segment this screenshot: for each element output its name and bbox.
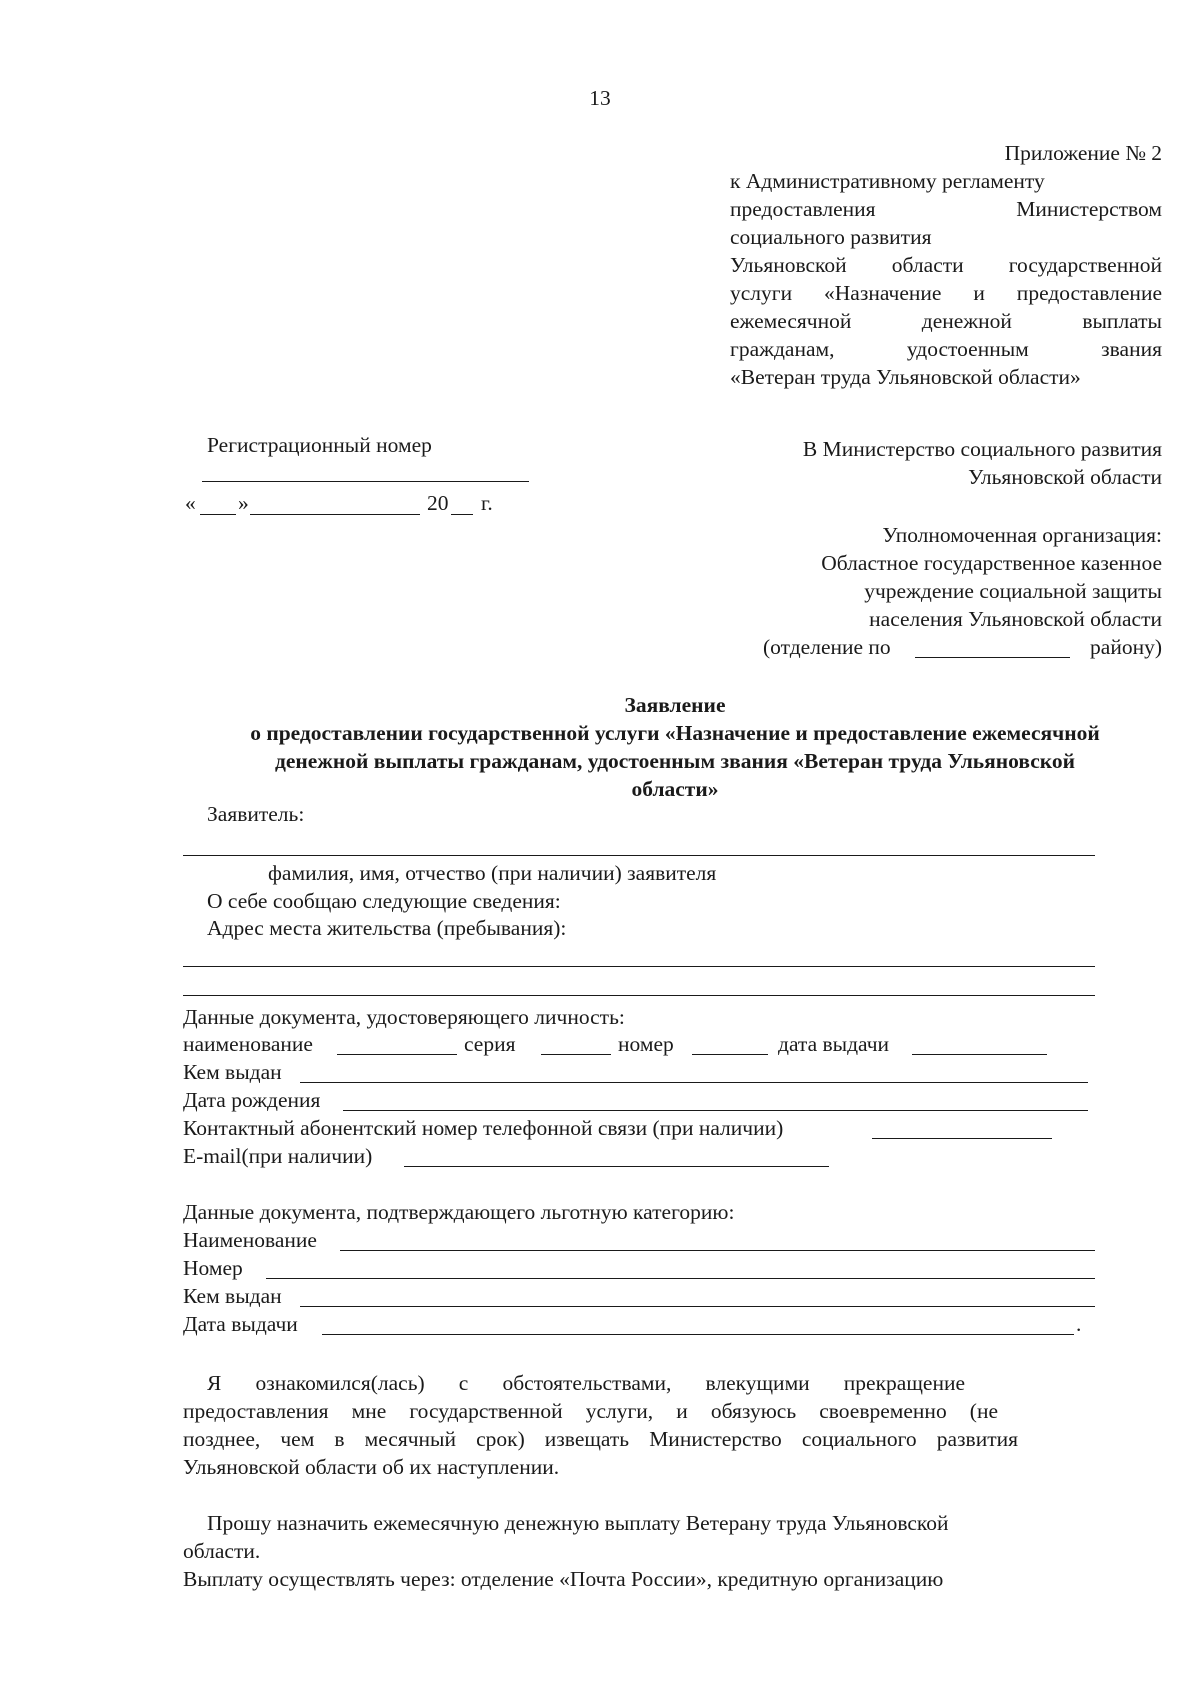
benefit-issued-by-field[interactable] xyxy=(300,1306,1095,1307)
appendix-line: Ульяновской области государственной xyxy=(730,253,1162,277)
statement-subtitle: области» xyxy=(631,777,719,801)
benefit-name-label: Наименование xyxy=(183,1228,317,1252)
statement-subtitle: о предоставлении государственной услуги «Назначение и предоставление ежемесячной xyxy=(250,721,1100,745)
date-open-quote: « xyxy=(185,491,196,515)
paragraph-line: Я ознакомился(лась) с обстоятельствами, влекущими прекращение xyxy=(207,1371,965,1395)
appendix-title: Приложение № 2 xyxy=(1004,141,1162,165)
address-field-2[interactable] xyxy=(183,995,1095,996)
registration-month-field[interactable] xyxy=(250,514,420,515)
paragraph-line: области. xyxy=(183,1539,261,1563)
paragraph-line: позднее, чем в месячный срок) извещать Министерство социального развития xyxy=(183,1427,1018,1451)
identity-heading: Данные документа, удостоверяющего личность: xyxy=(183,1005,625,1029)
appendix-line: ежемесячной денежной выплаты xyxy=(730,309,1162,333)
appendix-line: гражданам, удостоенным звания xyxy=(730,337,1162,361)
doc-name-field[interactable] xyxy=(337,1054,457,1055)
doc-number-label: номер xyxy=(618,1032,674,1056)
doc-series-field[interactable] xyxy=(541,1054,611,1055)
year-prefix: 20 xyxy=(427,491,449,515)
issued-by-field[interactable] xyxy=(300,1082,1088,1083)
registration-number-field[interactable] xyxy=(202,481,529,482)
dept-prefix: (отделение по xyxy=(763,635,891,659)
applicant-name-field[interactable] xyxy=(183,855,1095,856)
address-label: Адрес места жительства (пребывания): xyxy=(207,916,567,940)
doc-issue-date-label: дата выдачи xyxy=(778,1032,890,1056)
addressee-line: Ульяновской области xyxy=(968,465,1162,489)
phone-label: Контактный абонентский номер телефонной связи (при наличии) xyxy=(183,1116,784,1140)
year-suffix: г. xyxy=(481,491,493,515)
date-close-quote: » xyxy=(238,491,249,515)
benefit-name-field[interactable] xyxy=(340,1250,1095,1251)
addressee-line: В Министерство социального развития xyxy=(802,437,1162,461)
registration-year-field[interactable] xyxy=(451,514,473,515)
info-label: О себе сообщаю следующие сведения: xyxy=(207,889,561,913)
benefit-issue-date-field[interactable] xyxy=(322,1334,1074,1335)
applicant-name-caption: фамилия, имя, отчество (при наличии) заявителя xyxy=(268,861,717,885)
birth-date-field[interactable] xyxy=(343,1110,1088,1111)
paragraph-line: предоставления мне государственной услуги, и обязуюсь своевременно (не xyxy=(183,1399,998,1423)
issued-by-label: Кем выдан xyxy=(183,1060,282,1084)
benefit-heading: Данные документа, подтверждающего льготную категорию: xyxy=(183,1200,735,1224)
appendix-line: услуги «Назначение и предоставление xyxy=(730,281,1162,305)
doc-issue-date-field[interactable] xyxy=(912,1054,1047,1055)
address-field-1[interactable] xyxy=(183,966,1095,967)
page-number: 13 xyxy=(589,86,611,110)
paragraph-line: Выплату осуществлять через: отделение «Почта России», кредитную организацию xyxy=(183,1567,944,1591)
benefit-end-mark: . xyxy=(1076,1312,1082,1336)
paragraph-line: Ульяновской области об их наступлении. xyxy=(183,1455,560,1479)
doc-name-label: наименование xyxy=(183,1032,313,1056)
benefit-number-field[interactable] xyxy=(266,1278,1095,1279)
org-line: населения Ульяновской области xyxy=(869,607,1162,631)
doc-number-field[interactable] xyxy=(692,1054,768,1055)
org-line: Областное государственное казенное xyxy=(821,551,1162,575)
appendix-line: «Ветеран труда Ульяновской области» xyxy=(730,365,1081,389)
benefit-issued-by-label: Кем выдан xyxy=(183,1284,282,1308)
doc-series-label: серия xyxy=(464,1032,516,1056)
paragraph-line: Прошу назначить ежемесячную денежную выплату Ветерану труда Ульяновской xyxy=(207,1511,949,1535)
statement-subtitle: денежной выплаты гражданам, удостоенным звания «Ветеран труда Ульяновской xyxy=(274,749,1076,773)
benefit-issue-date-label: Дата выдачи xyxy=(183,1312,298,1336)
org-label: Уполномоченная организация: xyxy=(882,523,1162,547)
appendix-line: к Административному регламенту xyxy=(730,169,1045,193)
registration-label: Регистрационный номер xyxy=(207,433,432,457)
email-label: E-mail(при наличии) xyxy=(183,1144,373,1168)
org-line: учреждение социальной защиты xyxy=(864,579,1162,603)
appendix-line: предоставления Министерством xyxy=(730,197,1162,221)
department-field[interactable] xyxy=(915,657,1070,658)
phone-field[interactable] xyxy=(872,1138,1052,1139)
applicant-label: Заявитель: xyxy=(207,802,305,826)
email-field[interactable] xyxy=(404,1166,829,1167)
dept-suffix: району) xyxy=(1090,635,1162,659)
appendix-line: социального развития xyxy=(730,225,932,249)
benefit-number-label: Номер xyxy=(183,1256,243,1280)
statement-title: Заявление xyxy=(624,693,726,717)
birth-date-label: Дата рождения xyxy=(183,1088,321,1112)
registration-day-field[interactable] xyxy=(200,514,236,515)
